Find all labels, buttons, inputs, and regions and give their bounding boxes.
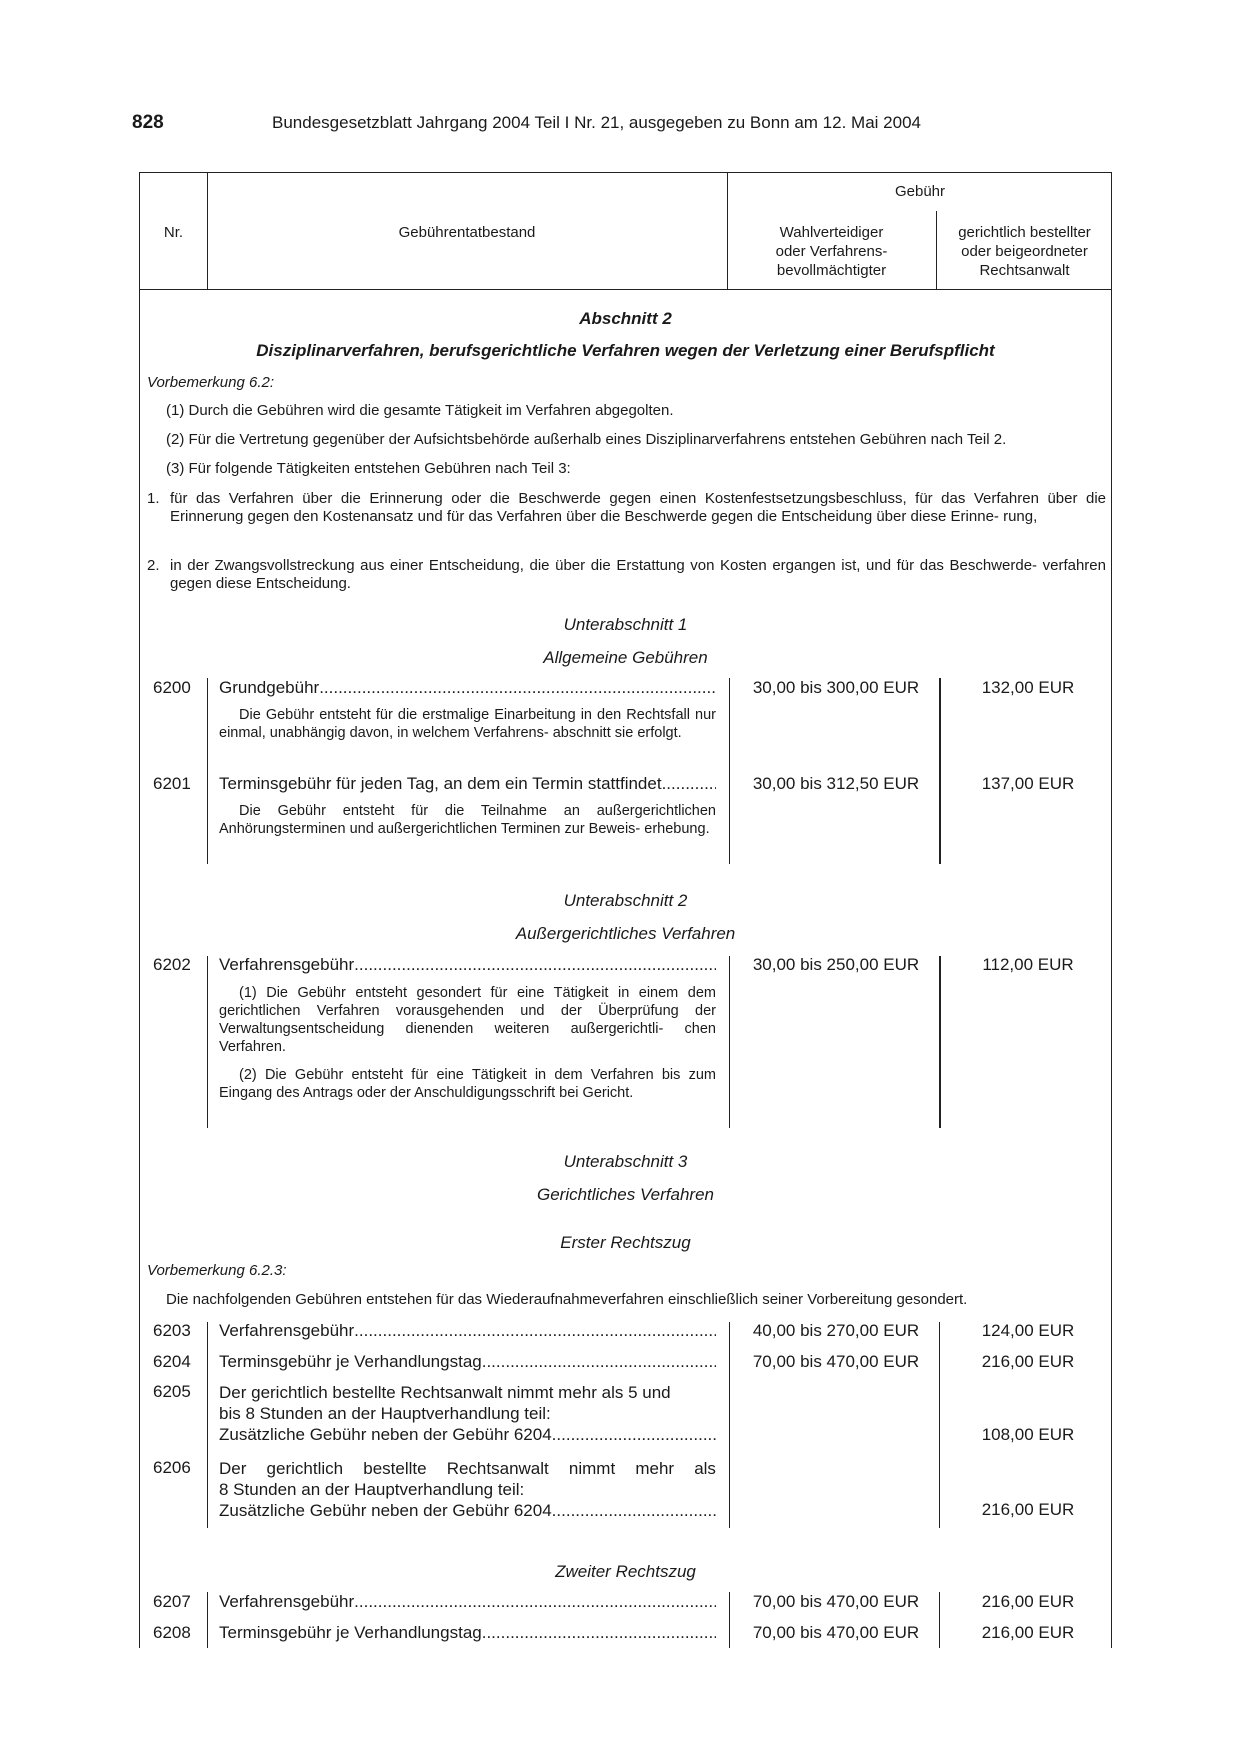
- row-6203-amount1: 40,00 bis 270,00 EUR: [752, 1321, 920, 1340]
- row-6200-nr: 6200: [153, 678, 191, 697]
- row-6201-amount1: 30,00 bis 312,50 EUR: [752, 774, 920, 793]
- sub2-title: Unterabschnitt 2: [563, 891, 688, 910]
- col-divider: [729, 678, 730, 864]
- sub3-first-instance: Erster Rechtszug: [560, 1233, 691, 1252]
- header-col2: gerichtlich bestellter oder beigeordneter Rechtsanwalt: [958, 224, 1091, 279]
- row-6207-nr: 6207: [153, 1592, 191, 1611]
- row-6204-desc: Terminsgebühr je Verhandlungstag .....: [219, 1352, 716, 1372]
- row-6207-amount1: 70,00 bis 470,00 EUR: [752, 1592, 920, 1611]
- row-6203-desc: Verfahrensgebühr .....: [219, 1321, 716, 1341]
- sub3-prelim-label: Vorbemerkung 6.2.3:: [147, 1262, 287, 1279]
- row-6206-nr: 6206: [153, 1458, 191, 1477]
- row-6203-amount2: 124,00 EUR: [981, 1321, 1075, 1340]
- row-6202-desc: Verfahrensgebühr .....: [219, 955, 716, 975]
- col-divider: [207, 1322, 208, 1528]
- prelim-label: Vorbemerkung 6.2:: [147, 374, 275, 391]
- row-6200-note: Die Gebühr entsteht für die erstmalige Einarbeitung in den Rechtsfall nur einmal, unabhängig davon, in welchem Verfahrens- abschnitt sie erfolgt.: [219, 707, 716, 741]
- row-6205-desc: Der gerichtlich bestellte Rechtsanwalt nimmt mehr als 5 und bis 8 Stunden an der Hauptverhandlung teil: Zusätzliche Gebühr neben der Gebühr 6204 .....: [219, 1382, 716, 1445]
- prelim-p1: (1) Durch die Gebühren wird die gesamte Tätigkeit im Verfahren abgegolten.: [166, 402, 674, 419]
- item-1-text: für das Verfahren über die Erinnerung oder die Beschwerde gegen einen Kostenfestsetzungsbeschluss, für das Verfahren über die Erinnerung gegen den Kostenansatz und für das Verfahren über die Beschwerde gegen die Entscheidung über diese Erinne- rung,: [170, 490, 1106, 525]
- section-title: Abschnitt 2: [579, 309, 672, 328]
- header-col1: Wahlverteidiger oder Verfahrens- bevollmächtigter: [775, 224, 888, 279]
- row-6201-desc: Terminsgebühr für jeden Tag, an dem ein Termin stattfindet .....: [219, 774, 716, 794]
- row-6205-nr: 6205: [153, 1382, 191, 1401]
- sub3-prelim-text: Die nachfolgenden Gebühren entstehen für das Wiederaufnahmeverfahren einschließlich seiner Vorbereitung gesondert.: [166, 1291, 968, 1308]
- row-6202-note-2: (2) Die Gebühr entsteht für eine Tätigkeit in dem Verfahren bis zum Eingang des Antrags oder der Anschuldigungsschrift bei Gericht.: [219, 1067, 716, 1101]
- row-6202-nr: 6202: [153, 955, 191, 974]
- row-6202-amount1: 30,00 bis 250,00 EUR: [752, 955, 920, 974]
- sub2-name: Außergerichtliches Verfahren: [515, 924, 736, 943]
- col-divider: [939, 956, 941, 1128]
- row-6201-note: Die Gebühr entsteht für die Teilnahme an außergerichtlichen Anhörungsterminen und außergerichtlichen Terminen zur Beweis- erhebung.: [219, 803, 716, 837]
- header-tatbestand: Gebührentatbestand: [398, 224, 536, 241]
- col-divider: [207, 678, 208, 864]
- prelim-p2: (2) Für die Vertretung gegenüber der Aufsichtsbehörde außerhalb eines Disziplinarverfahrens entstehen Gebühren nach Teil 2.: [166, 431, 1007, 448]
- sub3-second-instance: Zweiter Rechtszug: [555, 1562, 696, 1581]
- row-6205-amount2: 108,00 EUR: [981, 1425, 1075, 1444]
- header-nr: Nr.: [163, 224, 184, 241]
- table-left-border: [139, 290, 140, 1648]
- running-title: Bundesgesetzblatt Jahrgang 2004 Teil I Nr. 21, ausgegeben zu Bonn am 12. Mai 2004: [272, 113, 921, 132]
- section-subtitle: Disziplinarverfahren, berufsgerichtliche Verfahren wegen der Verletzung einer Berufspflicht: [256, 341, 995, 360]
- row-6207-amount2: 216,00 EUR: [981, 1592, 1075, 1611]
- row-6204-amount1: 70,00 bis 470,00 EUR: [752, 1352, 920, 1371]
- item-1-num: 1.: [147, 490, 160, 507]
- row-6202-amount2: 112,00 EUR: [982, 955, 1074, 974]
- col-divider: [207, 1592, 208, 1648]
- row-6200-amount2: 132,00 EUR: [981, 678, 1075, 697]
- col-divider: [207, 956, 208, 1128]
- row-6201-nr: 6201: [153, 774, 191, 793]
- row-6200-amount1: 30,00 bis 300,00 EUR: [752, 678, 920, 697]
- row-6203-nr: 6203: [153, 1321, 191, 1340]
- header-gebuehr: Gebühr: [894, 183, 946, 200]
- col-divider: [729, 956, 730, 1128]
- sub3-title: Unterabschnitt 3: [563, 1152, 688, 1171]
- sub1-name: Allgemeine Gebühren: [543, 648, 708, 667]
- item-2-num: 2.: [147, 557, 160, 574]
- row-6207-desc: Verfahrensgebühr .....: [219, 1592, 716, 1612]
- row-6204-nr: 6204: [153, 1352, 191, 1371]
- page-number: 828: [132, 112, 164, 133]
- sub1-title: Unterabschnitt 1: [563, 615, 688, 634]
- prelim-p3: (3) Für folgende Tätigkeiten entstehen Gebühren nach Teil 3:: [166, 460, 571, 477]
- table-header: [139, 172, 1112, 290]
- row-6208-amount2: 216,00 EUR: [981, 1623, 1075, 1642]
- row-6208-amount1: 70,00 bis 470,00 EUR: [752, 1623, 920, 1642]
- row-6206-amount2: 216,00 EUR: [981, 1500, 1075, 1519]
- col-divider: [939, 678, 941, 864]
- row-6202-note-1: (1) Die Gebühr entsteht gesondert für eine Tätigkeit in einem dem gerichtlichen Verfahren vorausgehenden und der Überprüfung der Verwaltungsentscheidung dienenden weiteren außergerichtli- chen Verfahren.: [219, 985, 716, 1055]
- row-6200-desc: Grundgebühr .....: [219, 678, 716, 698]
- row-6206-desc: Der gerichtlich bestellte Rechtsanwalt nimmt mehr als 8 Stunden an der Hauptverhandlung teil: Zusätzliche Gebühr neben der Gebühr 6204 .....: [219, 1458, 716, 1521]
- row-6204-amount2: 216,00 EUR: [981, 1352, 1075, 1371]
- item-2-text: in der Zwangsvollstreckung aus einer Entscheidung, die über die Erstattung von Kosten ergangen ist, und für das Beschwerde- verfahren gegen diese Entscheidung.: [170, 557, 1106, 592]
- row-6208-desc: Terminsgebühr je Verhandlungstag .....: [219, 1623, 716, 1643]
- row-6208-nr: 6208: [153, 1623, 191, 1642]
- sub3-name: Gerichtliches Verfahren: [536, 1185, 714, 1204]
- row-6201-amount2: 137,00 EUR: [981, 774, 1075, 793]
